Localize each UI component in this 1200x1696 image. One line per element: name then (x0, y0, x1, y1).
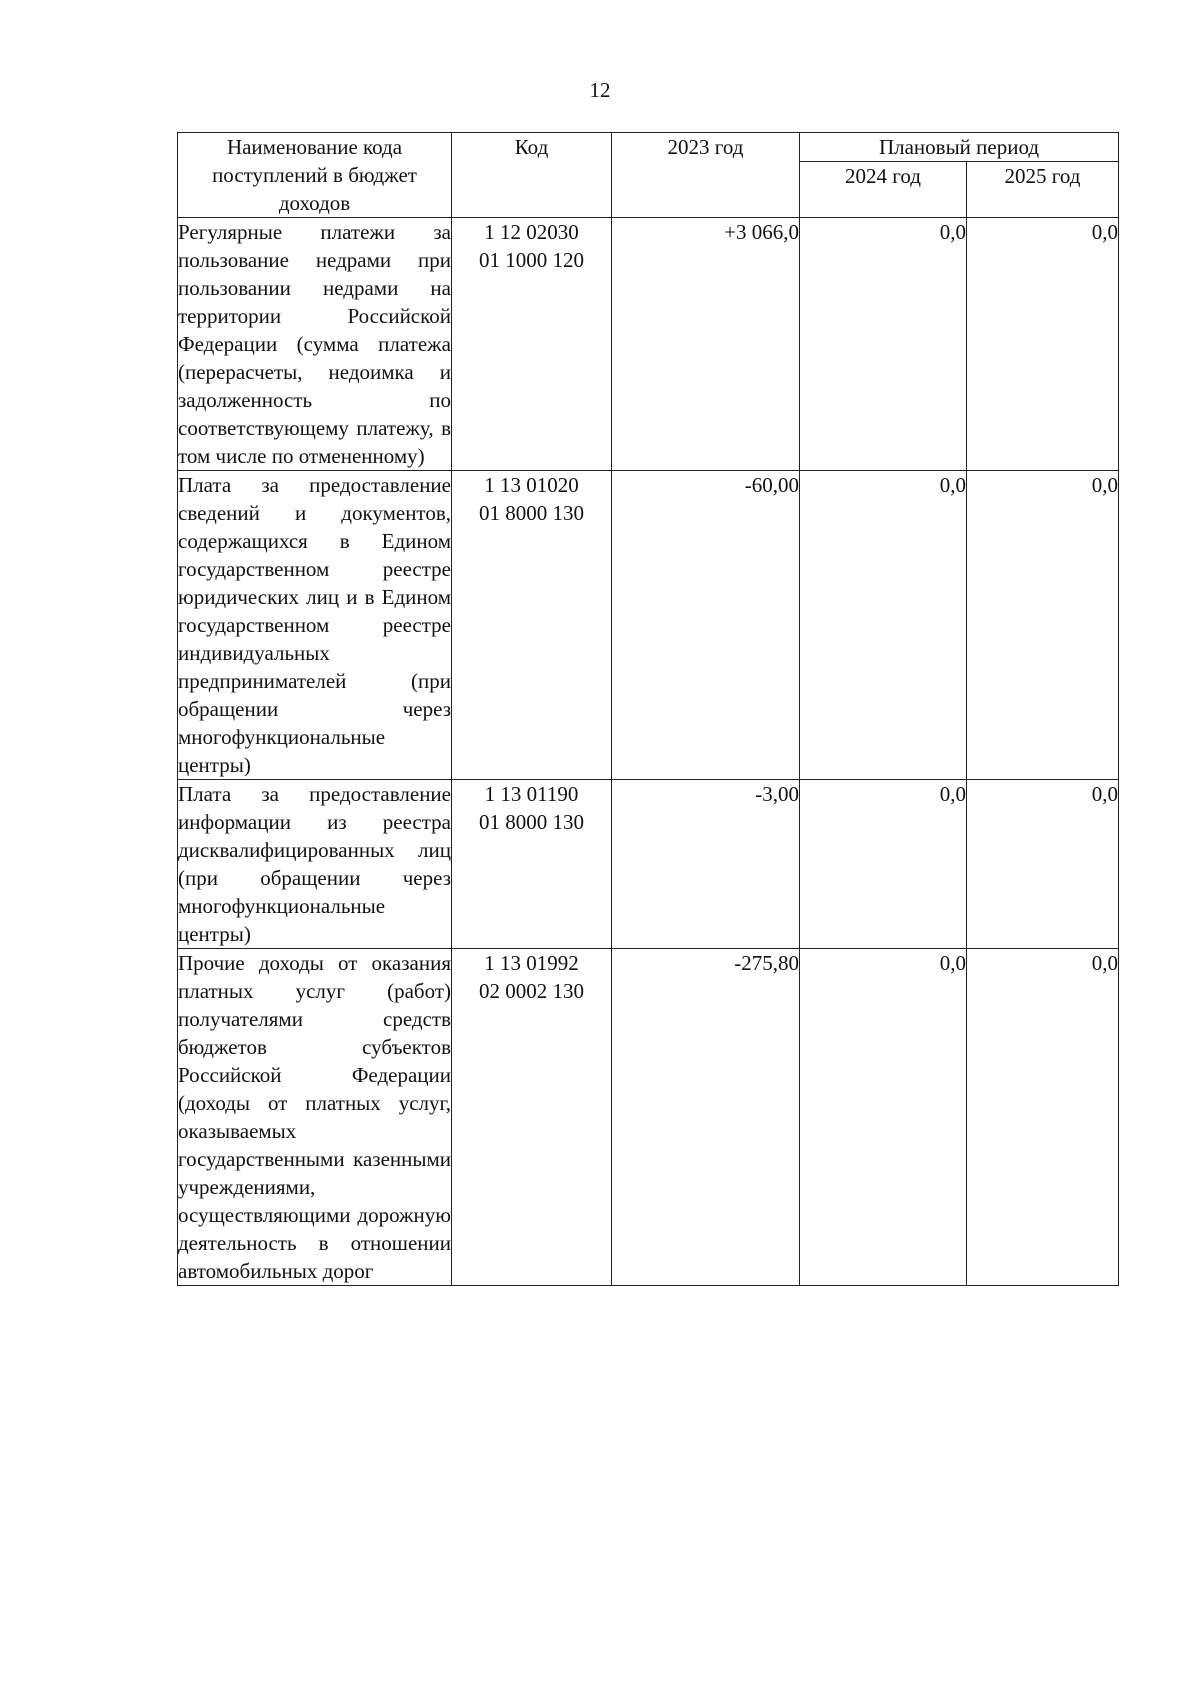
row-name: Регулярные платежи за пользование недрами при пользовании недрами на территории Российской Федерации (сумма платежа (перерасчеты, недоимка и задолженность по соответствующему платежу, в том числе по отмененному) (178, 218, 452, 471)
row-code (452, 949, 612, 1286)
row-name: Прочие доходы от оказания платных услуг (работ) получателями средств бюджетов субъектов Российской Федерации (доходы от платных услуг, оказываемых государственными казенными учреждениями, осуществляющими дорожную деятельность в отношении автомобильных дорог (178, 949, 452, 1286)
row-name: Плата за предоставление сведений и документов, содержащихся в Едином государственном реестре юридических лиц и в Едином государственном реестре индивидуальных предпринимателей (при обращении через многофункциональные центры) (178, 471, 452, 780)
value-2025: 0,0 (967, 218, 1119, 471)
header-2023: 2023 год (612, 133, 800, 218)
code-line: 1 12 02030 (484, 220, 579, 244)
value-2025: 0,0 (967, 949, 1119, 1286)
header-2024: 2024 год (800, 162, 967, 218)
table-row (178, 218, 1119, 471)
code-line: 01 8000 130 (479, 810, 584, 834)
header-code: Код (452, 133, 612, 218)
header-2025: 2025 год (967, 162, 1119, 218)
header-plan-period: Плановый период (800, 133, 1119, 162)
header-name: Наименование кода поступлений в бюджет доходов (178, 133, 452, 218)
row-code (452, 780, 612, 949)
table-row (178, 471, 1119, 780)
table-row (178, 949, 1119, 1286)
code-line: 01 1000 120 (479, 248, 584, 272)
value-2024: 0,0 (800, 471, 967, 780)
value-2024: 0,0 (800, 780, 967, 949)
code-line: 02 0002 130 (479, 979, 584, 1003)
row-code (452, 218, 612, 471)
code-line: 01 8000 130 (479, 501, 584, 525)
value-2025: 0,0 (967, 780, 1119, 949)
header-row-top (178, 133, 1119, 162)
value-2023: -60,00 (612, 471, 800, 780)
value-2024: 0,0 (800, 949, 967, 1286)
value-2023: -3,00 (612, 780, 800, 949)
value-2024: 0,0 (800, 218, 967, 471)
code-line: 1 13 01020 (484, 473, 579, 497)
value-2023: +3 066,0 (612, 218, 800, 471)
page-number: 12 (589, 78, 611, 102)
code-line: 1 13 01992 (484, 951, 579, 975)
revenue-table (177, 132, 1119, 1286)
row-name: Плата за предоставление информации из реестра дисквалифицированных лиц (при обращении через многофункциональные центры) (178, 780, 452, 949)
row-code (452, 471, 612, 780)
code-line: 1 13 01190 (484, 782, 579, 806)
table-row (178, 780, 1119, 949)
value-2023: -275,80 (612, 949, 800, 1286)
value-2025: 0,0 (967, 471, 1119, 780)
